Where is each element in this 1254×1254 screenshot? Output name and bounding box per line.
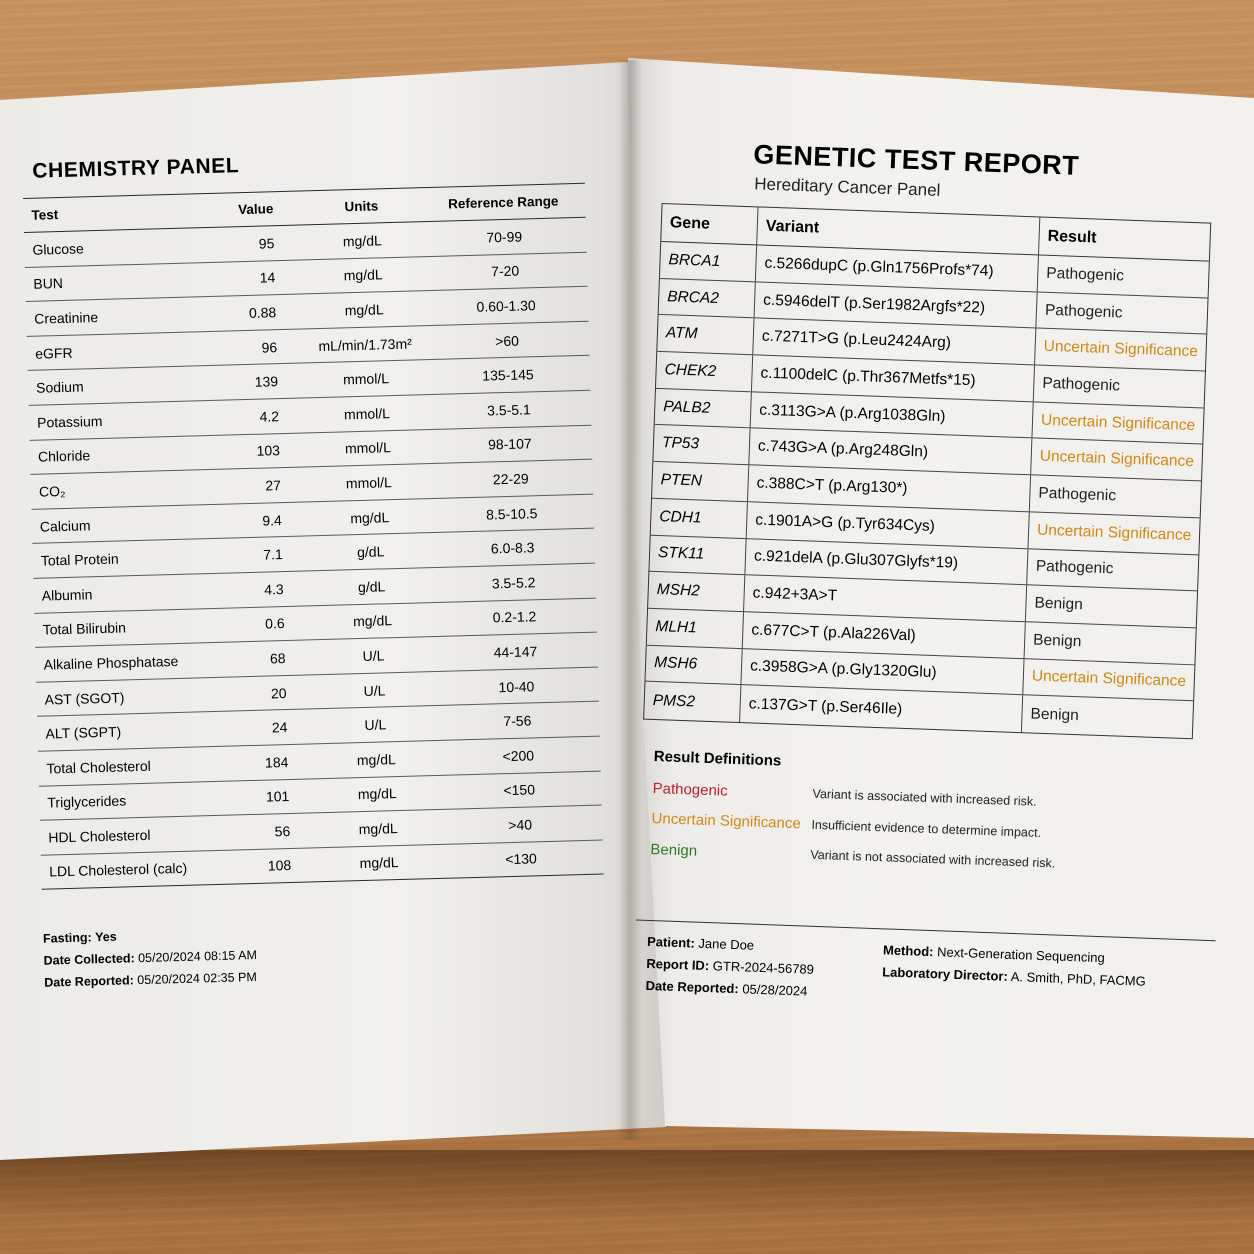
test-name: Albumin [41,585,93,604]
test-units: mg/dL [356,750,397,768]
result-value: Uncertain Significance [1031,667,1187,691]
test-name: LDL Cholesterol (calc) [49,860,188,881]
method-label: Method: [882,942,934,960]
variant: c.5266dupC (p.Gln1756Profs*74) [756,245,1039,291]
test-reference-range: 70-99 [486,228,523,246]
method-value: Next-Generation Sequencing [936,944,1105,966]
header-test: Test [31,207,59,223]
test-name: Sodium [35,378,84,396]
header-variant: Variant [757,207,1040,254]
variant: c.677C>T (p.Ala226Val) [743,612,1026,658]
result-value: Benign [1032,631,1082,650]
result-definitions-list [650,773,1221,885]
test-reference-range: 3.5-5.2 [491,574,536,592]
test-name: Calcium [39,516,91,535]
variant: c.1100delC (p.Thr367Metfs*15) [752,355,1035,401]
variant: c.388C>T (p.Arg130*) [748,465,1031,511]
genetic-table [643,203,1211,739]
test-units: mL/min/1.73m² [318,335,412,354]
result-value: Uncertain Significance [1043,337,1199,361]
result-value: Pathogenic [1046,264,1125,285]
test-name: AST (SGOT) [44,688,125,708]
test-value: 103 [256,442,281,460]
header-value: Value [237,201,274,218]
result-value: Pathogenic [1035,557,1114,578]
gene-name: MSH6 [645,645,742,684]
test-units: g/dL [356,543,385,561]
definition-text: Insufficient evidence to determine impact. [811,817,1042,840]
test-reference-range: 7-56 [503,712,532,730]
test-units: mg/dL [359,854,399,872]
test-name: Total Bilirubin [42,619,127,638]
report-id-label: Report ID: [646,956,710,974]
director-value: A. Smith, PhD, FACMG [1010,969,1147,990]
result-value: Uncertain Significance [1036,521,1192,544]
test-reference-range: 0.60-1.30 [476,297,536,315]
test-name: Triglycerides [47,792,127,811]
test-name: Glucose [32,240,84,258]
test-reference-range: 22-29 [492,470,529,488]
fasting-label: Fasting: [42,930,92,946]
definition-term: Pathogenic [652,779,728,800]
test-reference-range: <200 [502,747,535,764]
result-value: Pathogenic [1038,484,1117,505]
test-value: 101 [265,788,290,805]
gene-name: MSH2 [648,572,745,611]
test-value: 0.6 [264,615,285,632]
date-reported-value: 05/20/2024 02:35 PM [137,970,258,988]
test-name: CO₂ [38,482,66,500]
test-units: U/L [363,681,386,699]
header-result: Result [1047,227,1097,247]
test-value: 14 [259,269,276,287]
genetic-table-body [644,242,1209,738]
test-units: mg/dL [344,301,384,319]
variant: c.1901A>G (p.Tyr634Cys) [747,502,1030,548]
variant: c.3113G>A (p.Arg1038Gln) [751,392,1034,438]
report-date-label: Date Reported: [645,978,739,997]
genetic-report-title: GENETIC TEST REPORT [752,139,1080,181]
definition-text: Variant is associated with increased risk. [812,786,1037,809]
test-value: 27 [265,477,282,494]
test-reference-range: 135-145 [482,366,534,384]
test-units: g/dL [357,578,386,595]
test-name: Alkaline Phosphatase [43,652,179,673]
test-name: Total Protein [40,550,119,569]
test-units: mg/dL [358,819,398,838]
test-units: U/L [364,716,387,734]
test-units: mg/dL [350,508,390,526]
gene-name: TP53 [653,425,750,464]
fasting-value: Yes [94,930,117,945]
chemistry-panel-title: CHEMISTRY PANEL [31,154,240,183]
test-reference-range: 0.2-1.2 [492,608,537,626]
gene-name: BRCA1 [660,242,757,281]
test-value: 20 [270,684,287,701]
test-reference-range: 3.5-5.1 [486,401,531,419]
variant: c.5946delT (p.Ser1982Argfs*22) [755,282,1038,328]
test-value: 68 [269,649,286,667]
test-value: 56 [274,822,291,840]
footer-left [645,931,883,1005]
date-collected-value: 05/20/2024 08:15 AM [137,948,258,966]
test-value: 95 [258,235,275,252]
variant: c.7271T>G (p.Leu2424Arg) [753,319,1036,365]
result-value: Pathogenic [1044,301,1123,322]
result-value: Benign [1030,705,1080,724]
test-reference-range: 10-40 [498,677,535,695]
gene-name: STK11 [649,535,746,574]
test-reference-range: 7-20 [490,262,520,280]
test-name: HDL Cholesterol [48,826,151,846]
patient-value: Jane Doe [698,936,755,954]
test-units: mg/dL [342,232,382,250]
result-value: Uncertain Significance [1039,447,1195,471]
test-value: 184 [264,753,289,771]
chemistry-table [23,183,604,890]
patient-label: Patient: [646,934,696,952]
test-units: mg/dL [343,266,383,284]
test-units: mg/dL [357,785,397,803]
variant: c.921delA (p.Glu307Glyfs*19) [745,539,1028,585]
chemistry-panel [22,145,614,994]
date-collected-label: Date Collected: [43,951,135,968]
test-reference-range: 6.0-8.3 [490,539,535,557]
test-name: ALT (SGPT) [45,723,122,742]
test-value: 139 [254,373,279,390]
test-reference-range: 44-147 [493,643,538,661]
test-value: 4.3 [264,580,284,598]
gene-name: CHEK2 [656,352,753,391]
gene-name: PALB2 [655,389,752,428]
test-reference-range: >40 [508,816,533,833]
result-definitions [650,748,1222,885]
definition-term: Uncertain Significance [651,810,802,833]
test-reference-range: <130 [505,850,538,868]
date-reported-label: Date Reported: [44,973,135,990]
test-units: mg/dL [352,612,393,630]
variant: c.137G>T (p.Ser46Ile) [740,685,1023,732]
test-value: 24 [271,719,288,736]
gene-name: ATM [657,315,754,354]
gene-name: PTEN [652,462,749,501]
result-value: Pathogenic [1042,374,1121,395]
chemistry-table-body [24,218,604,890]
footer-right [881,940,1203,1017]
gene-name: BRCA2 [659,279,756,318]
gene-name: PMS2 [644,682,741,722]
gene-name: CDH1 [651,499,748,538]
test-value: 9.4 [262,511,283,529]
result-value: Benign [1034,594,1084,614]
test-value: 0.88 [248,304,277,321]
test-value: 7.1 [263,546,283,563]
test-units: mmol/L [342,370,390,388]
header-gene: Gene [661,204,758,244]
test-reference-range: 98-107 [487,435,532,453]
test-units: mmol/L [343,404,391,423]
test-reference-range: <150 [503,781,536,799]
test-value: 108 [267,857,292,875]
test-reference-range: >60 [494,332,520,349]
test-name: eGFR [35,344,73,362]
test-units: mmol/L [344,439,392,457]
variant: c.743G>A (p.Arg248Gln) [749,429,1032,475]
test-reference-range: 8.5-10.5 [485,504,538,523]
director-label: Laboratory Director: [881,964,1009,985]
report-date-value: 05/28/2024 [742,981,808,1000]
test-value: 4.2 [259,407,280,425]
test-name: Total Cholesterol [46,757,151,777]
test-units: mmol/L [345,474,393,492]
test-name: Chloride [37,447,91,466]
test-name: BUN [33,275,64,293]
variant: c.3958G>A (p.Gly1320Glu) [741,649,1024,695]
test-name: Potassium [36,412,103,431]
test-units: U/L [362,647,385,664]
definition-text: Variant is not associated with increased risk. [810,847,1056,871]
definition-term: Benign [650,840,698,860]
header-reference-range: Reference Range [447,193,559,212]
table-surface-shadow [0,1150,1254,1254]
genetic-report [633,136,1243,1018]
test-name: Creatinine [34,308,99,327]
header-units: Units [344,198,379,215]
result-value: Uncertain Significance [1040,411,1196,434]
gene-name: MLH1 [647,609,744,648]
result-definitions-title: Result Definitions [653,747,782,770]
report-id-value: GTR-2024-56789 [712,958,815,978]
test-value: 96 [261,338,278,356]
genetic-report-subtitle: Hereditary Cancer Panel [754,174,941,200]
variant: c.942+3A>T [744,575,1027,621]
